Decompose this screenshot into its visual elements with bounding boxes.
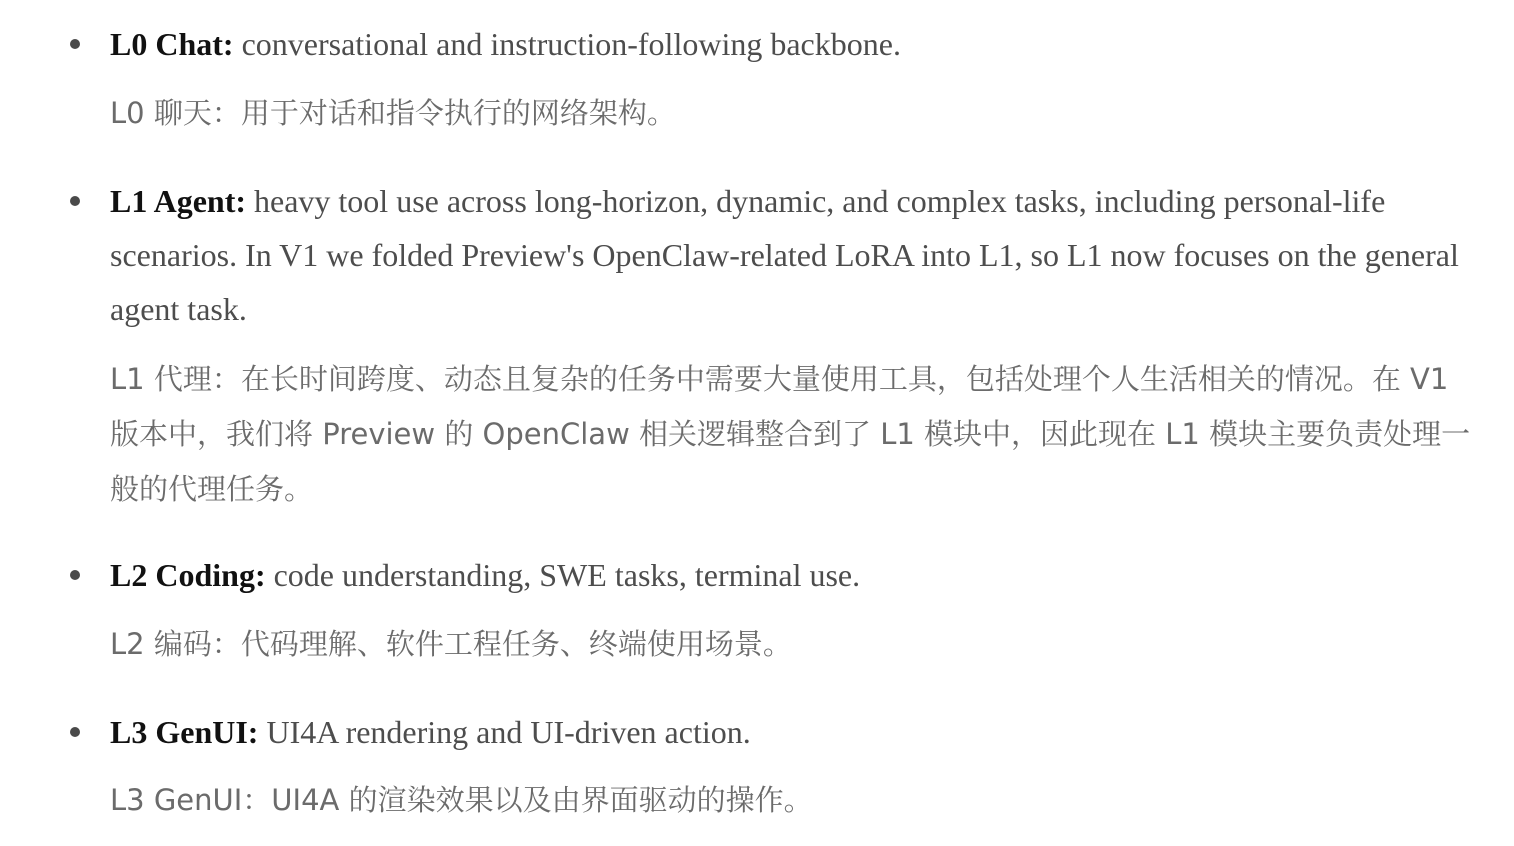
chinese-translation: L2 编码：代码理解、软件工程任务、终端使用场景。 — [110, 627, 792, 661]
english-description — [110, 174, 1502, 336]
chinese-translation: L3 GenUI：UI4A 的渲染效果以及由界面驱动的操作。 — [110, 783, 813, 817]
bullet-dot — [70, 39, 80, 49]
bullet-dot — [70, 570, 80, 580]
item-english-text: heavy tool use across long-horizon, dynamic, and complex tasks, including personal-life scenarios. In V1 we folded Preview's OpenClaw-related LoRA into L1, so L1 now focuses on the general agent task. — [110, 183, 1459, 327]
item-term: L0 Chat: — [110, 26, 234, 62]
chinese-translation: L0 聊天：用于对话和指令执行的网络架构。 — [110, 96, 676, 130]
english-description — [110, 705, 1502, 759]
english-description — [110, 548, 1502, 602]
item-english-text: code understanding, SWE tasks, terminal use. — [265, 557, 861, 593]
english-description — [110, 17, 1502, 71]
item-english-text: UI4A rendering and UI-driven action. — [258, 714, 751, 750]
chinese-translation: L1 代理：在长时间跨度、动态且复杂的任务中需要大量使用工具，包括处理个人生活相关的情况。在 V1 版本中，我们将 Preview 的 OpenClaw 相关逻辑整合到了 L1 模块中，因此现在 L1 模块主要负责处理一般的代理任务。 — [110, 362, 1471, 506]
bullet-dot — [70, 196, 80, 206]
bullet-dot — [70, 727, 80, 737]
item-term: L1 Agent: — [110, 183, 246, 219]
item-english-text: conversational and instruction-following backbone. — [233, 26, 901, 62]
item-term: L2 Coding: — [110, 557, 266, 593]
item-term: L3 GenUI: — [110, 714, 259, 750]
